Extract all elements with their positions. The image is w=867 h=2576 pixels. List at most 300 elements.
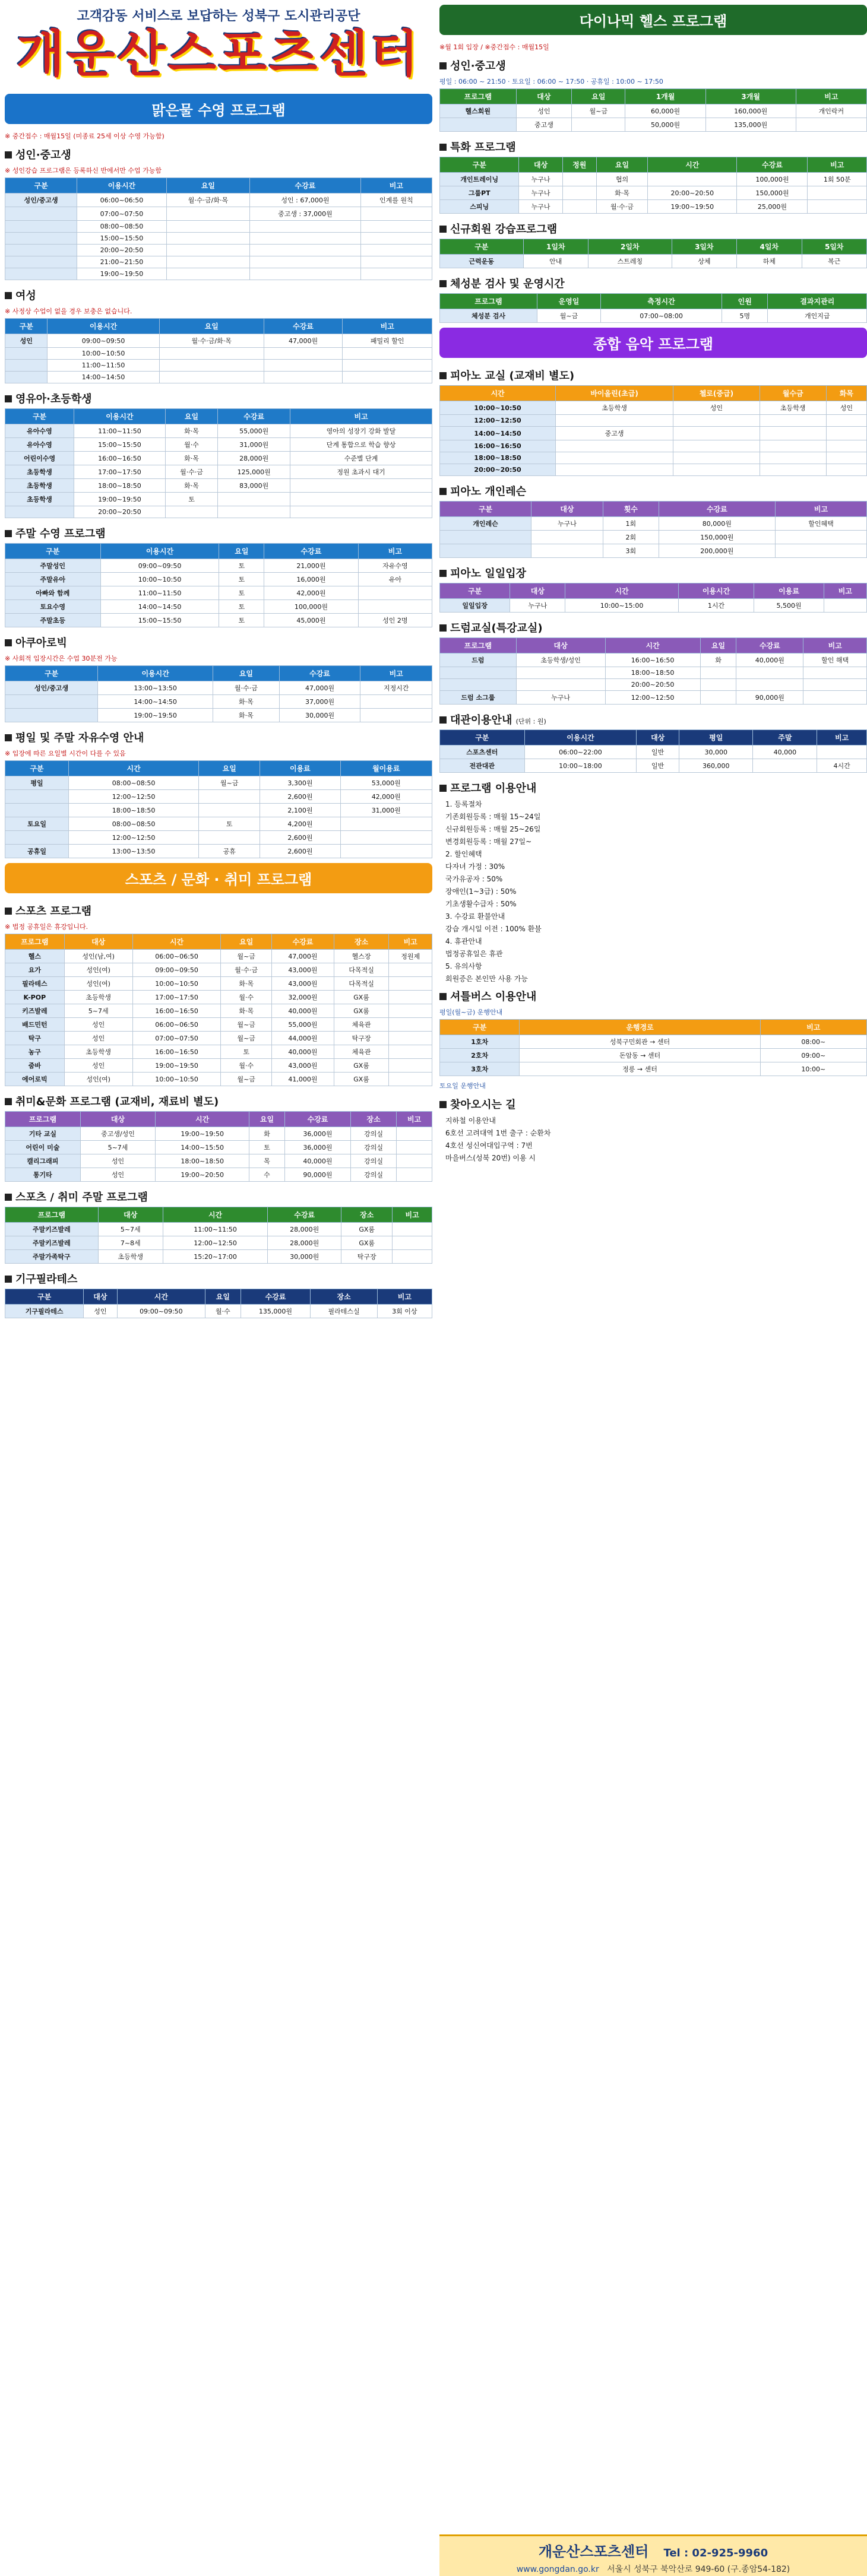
table-row <box>5 1154 432 1168</box>
table-row <box>5 573 432 586</box>
table-cell: 성북구민회관 → 센터 <box>520 1035 760 1049</box>
table-header: 구분 <box>440 1020 520 1035</box>
table-cell: 주말가족탁구 <box>5 1250 99 1264</box>
table-cell: 90,000원 <box>736 691 803 705</box>
table-cell <box>440 531 531 544</box>
culture-table <box>5 1111 432 1182</box>
table-cell: 공휴일 <box>5 845 69 858</box>
table-cell: 2,600원 <box>260 790 340 804</box>
swim-section-note: ※ 성인강습 프로그램은 등록하신 반에서만 수업 가능함 <box>5 167 162 175</box>
table-header: 장소 <box>311 1289 377 1305</box>
table-cell <box>343 372 432 383</box>
table-cell: 18:00~18:50 <box>156 1154 249 1168</box>
table-header: 3일차 <box>672 239 736 255</box>
table-row <box>5 1141 432 1154</box>
table-cell <box>760 464 826 476</box>
table-header: 비고 <box>358 544 432 559</box>
table-cell: 월~금 <box>221 1032 272 1045</box>
table-header: 비고 <box>760 1020 866 1035</box>
table-cell: 강의실 <box>351 1168 397 1182</box>
table-cell: 토요수영 <box>5 600 101 614</box>
table-cell <box>389 1018 432 1032</box>
table-row <box>440 599 867 613</box>
table-cell: 83,000원 <box>218 479 290 493</box>
table-header: 구분 <box>5 761 69 776</box>
table-cell: 요가 <box>5 963 65 977</box>
table-cell: 화·목 <box>165 452 218 465</box>
table-cell <box>166 268 249 280</box>
table-cell <box>218 506 290 518</box>
table-header: 월이용료 <box>340 761 432 776</box>
table-header: 수강료 <box>264 544 358 559</box>
table-cell: 2,100원 <box>260 804 340 817</box>
table-cell: 16:00~16:50 <box>132 1004 221 1018</box>
table-cell: 19:00~19:50 <box>648 200 737 214</box>
swim-table <box>5 408 432 518</box>
table-header: 수강료 <box>279 666 360 681</box>
table-cell <box>736 667 803 679</box>
table-header: 비고 <box>776 502 867 517</box>
health-note: ※월 1회 입장 / ※중간접수 : 매월15일 <box>439 43 549 51</box>
table-header: 구분 <box>5 178 77 193</box>
table-cell <box>5 790 69 804</box>
swim-section-title: 여성 <box>5 284 432 305</box>
table-cell: 성인 <box>516 104 572 118</box>
table-cell: 20:00~20:50 <box>74 506 166 518</box>
header-subtitle: 고객감동 서비스로 보답하는 성북구 도시관리공단 <box>77 9 360 24</box>
table-header: 구분 <box>5 409 74 424</box>
list-item: 기존회원등록 : 매월 15~24일 <box>445 813 541 821</box>
table-cell <box>808 200 867 214</box>
table-row <box>5 207 432 221</box>
table-cell: 개인지급 <box>768 309 867 323</box>
table-cell: 정릉 → 센터 <box>520 1062 760 1076</box>
table-cell: 10:00~10:50 <box>440 401 556 415</box>
table-cell: 유아수영 <box>5 438 74 452</box>
table-cell: 돈암동 → 센터 <box>520 1049 760 1062</box>
table-cell <box>218 493 290 506</box>
table-header: 구분 <box>440 502 531 517</box>
table-cell <box>389 977 432 991</box>
table-cell <box>389 1004 432 1018</box>
table-cell: 성인 <box>64 1059 132 1073</box>
table-cell: 개인락커 <box>796 104 866 118</box>
table-cell <box>562 186 596 200</box>
table-cell: 패밀리 할인 <box>343 334 432 348</box>
table-cell: 일일입장 <box>440 599 510 613</box>
table-header: 비고 <box>360 666 432 681</box>
swim-section-title: 주말 수영 프로그램 <box>5 522 432 543</box>
table-header: 시간 <box>565 583 678 599</box>
table-cell <box>556 464 673 476</box>
table-cell: 강의실 <box>351 1127 397 1141</box>
sports-title: 스포츠 프로그램 <box>5 899 432 921</box>
shuttle-title: 셔틀버스 이용안내 <box>439 985 867 1006</box>
table-cell: 중고생 <box>516 118 572 132</box>
table-cell <box>736 679 803 691</box>
table-header: 이용시간 <box>678 583 754 599</box>
table-cell: 1시간 <box>678 599 754 613</box>
table-header: 운행경로 <box>520 1020 760 1035</box>
health-hours: 평일 : 06:00 ~ 21:50 · 토요일 : 06:00 ~ 17:50 · 공휴일 : 10:00 ~ 17:50 <box>439 78 663 85</box>
table-cell <box>389 1032 432 1045</box>
table-cell: 토 <box>219 614 264 627</box>
table-cell <box>397 1168 432 1182</box>
table-row <box>5 233 432 245</box>
guide-list <box>439 798 867 985</box>
table-cell: 200,000원 <box>659 544 775 558</box>
table-header: 비고 <box>808 157 867 173</box>
table-cell <box>360 709 432 722</box>
table-cell: 탁구 <box>5 1032 65 1045</box>
table-cell: GX룸 <box>341 1223 393 1236</box>
table-cell: 47,000원 <box>264 334 343 348</box>
table-cell: 36,000원 <box>284 1127 350 1141</box>
table-cell: 누구나 <box>516 691 605 705</box>
table-cell <box>760 452 826 464</box>
table-cell: 30,000원 <box>279 709 360 722</box>
table-cell: 15:00~15:50 <box>77 233 166 245</box>
table-cell: 30,000 <box>679 745 752 759</box>
sports-table <box>5 934 432 1086</box>
table-cell <box>803 691 867 705</box>
table-cell <box>440 118 517 132</box>
table-cell: 43,000원 <box>272 977 334 991</box>
table-cell: 1호차 <box>440 1035 520 1049</box>
table-cell: 20:00~20:50 <box>77 245 166 256</box>
table-header: 시간 <box>440 386 556 401</box>
table-cell: 줌바 <box>5 1059 65 1073</box>
swim-note: ※ 중간접수 : 매월15일 (미종료 25세 이상 수영 가능함) <box>5 132 164 140</box>
table-header: 주말 <box>753 730 817 745</box>
table-cell <box>826 427 866 440</box>
table-row <box>440 517 867 531</box>
table-cell: GX룸 <box>341 1236 393 1250</box>
table-cell <box>290 506 432 518</box>
table-cell: 캘리그래피 <box>5 1154 81 1168</box>
table-cell <box>673 415 760 427</box>
table-cell <box>397 1154 432 1168</box>
table-cell: 2회 <box>603 531 659 544</box>
table-header: 대상 <box>84 1289 117 1305</box>
table-cell <box>358 586 432 600</box>
table-cell: 09:00~09:50 <box>48 334 159 348</box>
piano-private-table <box>439 501 867 558</box>
table-cell: 07:00~07:50 <box>132 1032 221 1045</box>
table-cell: 중고생/성인 <box>80 1127 156 1141</box>
list-item: 국가유공자 : 50% <box>445 875 503 883</box>
table-row <box>440 255 867 268</box>
newbie-table <box>439 239 867 268</box>
table-cell: 09:00~09:50 <box>132 963 221 977</box>
table-cell: 단계 통합으로 학습 향상 <box>290 438 432 452</box>
table-row <box>440 531 867 544</box>
table-header: 비고 <box>796 89 866 104</box>
table-cell: 월·수 <box>205 1305 241 1318</box>
table-row <box>5 1305 432 1318</box>
table-row <box>5 559 432 573</box>
table-header: 장소 <box>341 1207 393 1223</box>
table-cell: 360,000 <box>679 759 752 773</box>
list-item: 회원증은 본인만 사용 가능 <box>445 975 528 983</box>
table-row <box>5 193 432 207</box>
table-cell <box>556 415 673 427</box>
table-cell: 화·목 <box>221 977 272 991</box>
table-cell <box>826 415 866 427</box>
table-cell: 토 <box>165 493 218 506</box>
table-cell: 개인트레이닝 <box>440 173 519 186</box>
table-header: 시간 <box>156 1112 249 1127</box>
table-row <box>5 1127 432 1141</box>
table-cell <box>264 360 343 372</box>
table-header: 비고 <box>343 319 432 334</box>
table-header: 비고 <box>817 730 867 745</box>
table-cell: 초등학생 <box>5 493 74 506</box>
list-item: 기초생활수급자 : 50% <box>445 900 517 908</box>
table-header: 운영일 <box>537 294 600 309</box>
table-cell: 20:00~20:50 <box>440 464 556 476</box>
table-cell <box>562 173 596 186</box>
table-header: 프로그램 <box>5 934 65 950</box>
table-header: 요일 <box>213 666 280 681</box>
table-header: 프로그램 <box>440 638 517 653</box>
table-row <box>5 372 432 383</box>
table-row <box>5 845 432 858</box>
table-header: 수강료 <box>241 1289 311 1305</box>
table-header: 프로그램 <box>5 1112 81 1127</box>
table-cell: 월·수·금/화·목 <box>166 193 249 207</box>
table-cell: 125,000원 <box>218 465 290 479</box>
table-cell <box>397 1141 432 1154</box>
table-cell: 체성분 검사 <box>440 309 537 323</box>
table-row <box>440 440 867 452</box>
table-cell: 키즈발레 <box>5 1004 65 1018</box>
piano-private-title: 피아노 개인레슨 <box>439 480 867 501</box>
table-cell: 25,000원 <box>737 200 808 214</box>
table-header: 요일 <box>165 409 218 424</box>
table-cell: 자유수영 <box>358 559 432 573</box>
table-cell: 13:00~13:50 <box>69 845 199 858</box>
table-cell: 성인 <box>5 334 48 348</box>
body-table <box>439 293 867 323</box>
table-cell: 화·목 <box>213 695 280 709</box>
table-cell: 2호차 <box>440 1049 520 1062</box>
health-banner: 다이나믹 헬스 프로그램 <box>439 5 867 35</box>
table-cell <box>572 118 625 132</box>
swim-section-note: ※ 입장에 따른 요일별 시간이 다를 수 있음 <box>5 750 126 757</box>
table-row <box>5 776 432 790</box>
table-row <box>5 348 432 360</box>
table-row <box>440 667 867 679</box>
table-cell: 10:00~ <box>760 1062 866 1076</box>
swim-section-note: ※ 사정상 수업이 없을 경우 보충은 없습니다. <box>5 307 132 315</box>
table-cell: 성인 <box>64 1032 132 1045</box>
table-cell: 목 <box>249 1154 285 1168</box>
table-header: 프로그램 <box>5 1207 99 1223</box>
footer-info: www.gongdan.go.kr 서울시 성북구 북악산로 949-60 (구.종암54-182) <box>516 2565 790 2574</box>
table-row <box>5 493 432 506</box>
table-header: 1일차 <box>523 239 588 255</box>
table-row <box>440 1049 867 1062</box>
table-row <box>5 709 432 722</box>
table-cell: 농구 <box>5 1045 65 1059</box>
table-cell: 18:00~18:50 <box>440 452 556 464</box>
table-cell: 에어로빅 <box>5 1073 65 1086</box>
table-cell: 토 <box>219 559 264 573</box>
list-item: 4. 휴관안내 <box>445 937 482 946</box>
table-cell <box>5 360 48 372</box>
table-row <box>5 963 432 977</box>
table-cell: 19:00~19:50 <box>132 1059 221 1073</box>
table-cell: 31,000원 <box>340 804 432 817</box>
table-cell: 12:00~12:50 <box>605 691 700 705</box>
table-cell: 화·목 <box>165 424 218 438</box>
table-cell <box>760 427 826 440</box>
swim-banner: 맑은물 수영 프로그램 <box>5 94 432 124</box>
table-header: 대상 <box>519 157 562 173</box>
table-cell: 14:00~15:50 <box>156 1141 249 1154</box>
table-header: 프로그램 <box>440 294 537 309</box>
table-cell <box>389 1073 432 1086</box>
table-cell: 16:00~16:50 <box>440 440 556 452</box>
table-cell: 어린이수영 <box>5 452 74 465</box>
table-cell: 주말성인 <box>5 559 101 573</box>
table-header: 화목 <box>826 386 866 401</box>
table-cell <box>673 464 760 476</box>
table-cell <box>250 233 361 245</box>
table-header: 장소 <box>351 1112 397 1127</box>
table-cell: 공휴 <box>199 845 260 858</box>
table-cell: 42,000원 <box>340 790 432 804</box>
table-cell <box>700 679 736 691</box>
table-header: 구분 <box>5 1289 84 1305</box>
table-row <box>5 424 432 438</box>
table-cell: 40,000 <box>753 745 817 759</box>
table-cell <box>360 256 432 268</box>
table-cell: 21:00~21:50 <box>77 256 166 268</box>
list-item: 변경회원등록 : 매월 27일~ <box>445 837 532 846</box>
table-header: 정원 <box>562 157 596 173</box>
table-cell: 3회 <box>603 544 659 558</box>
table-row <box>5 1168 432 1182</box>
table-row <box>440 415 867 427</box>
footer-url[interactable]: www.gongdan.go.kr <box>516 2565 599 2574</box>
table-cell: 09:00~09:50 <box>100 559 219 573</box>
table-cell <box>5 221 77 233</box>
table-cell: 누구나 <box>519 186 562 200</box>
table-cell: 월·수·금 <box>213 681 280 695</box>
table-cell: 초등학생 <box>556 401 673 415</box>
table-cell: 유아수영 <box>5 424 74 438</box>
table-cell: 42,000원 <box>264 586 358 600</box>
table-header: 이용료 <box>754 583 824 599</box>
table-cell <box>700 667 736 679</box>
table-header: 수강료 <box>272 934 334 950</box>
table-cell: 19:00~19:50 <box>74 493 166 506</box>
swim-section-title: 평일 및 주말 자유수영 안내 <box>5 726 432 747</box>
table-cell: 1회 <box>603 517 659 531</box>
table-cell <box>826 440 866 452</box>
table-cell: 스피닝 <box>440 200 519 214</box>
table-header: 수강료 <box>284 1112 350 1127</box>
table-cell: 21,000원 <box>264 559 358 573</box>
table-cell: 복근 <box>802 255 867 268</box>
table-header: 시간 <box>648 157 737 173</box>
list-item: 지하철 이용안내 <box>445 1116 496 1125</box>
table-cell <box>803 679 867 691</box>
table-cell: 100,000원 <box>264 600 358 614</box>
table-row <box>440 1062 867 1076</box>
table-cell <box>5 804 69 817</box>
table-cell <box>5 233 77 245</box>
table-cell: 13:00~13:50 <box>98 681 213 695</box>
table-cell: 19:00~19:50 <box>77 268 166 280</box>
table-cell: 28,000원 <box>268 1236 341 1250</box>
piano-table <box>439 385 867 476</box>
table-cell <box>531 531 603 544</box>
table-cell: 드럼 소그룹 <box>440 691 517 705</box>
table-cell <box>5 695 98 709</box>
table-cell <box>5 372 48 383</box>
table-header: 이용시간 <box>74 409 166 424</box>
table-cell: 14:00~14:50 <box>440 427 556 440</box>
table-cell: 근력운동 <box>440 255 524 268</box>
swim-table <box>5 760 432 858</box>
table-cell: 성인 : 67,000원 <box>250 193 361 207</box>
table-row <box>440 679 867 691</box>
table-row <box>440 544 867 558</box>
table-header: 이용시간 <box>48 319 159 334</box>
table-cell <box>5 256 77 268</box>
table-cell <box>397 1127 432 1141</box>
table-header: 대상 <box>516 638 605 653</box>
list-item: 다자녀 가정 : 30% <box>445 862 505 871</box>
table-row <box>440 1035 867 1049</box>
table-header: 비고 <box>377 1289 432 1305</box>
table-row <box>5 614 432 627</box>
table-cell <box>166 256 249 268</box>
table-cell: 성인(여) <box>64 977 132 991</box>
table-cell: 135,000원 <box>241 1305 311 1318</box>
table-cell <box>250 221 361 233</box>
table-cell: 주말키즈발레 <box>5 1236 99 1250</box>
table-cell <box>360 207 432 221</box>
table-cell: 37,000원 <box>279 695 360 709</box>
table-row <box>440 759 867 773</box>
sports-banner: 스포츠 / 문화 · 취미 프로그램 <box>5 863 432 893</box>
table-cell: 16:00~16:50 <box>132 1045 221 1059</box>
table-cell: 강의실 <box>351 1154 397 1168</box>
table-cell: 체육관 <box>334 1045 388 1059</box>
table-cell: 어린이 미술 <box>5 1141 81 1154</box>
table-cell <box>556 440 673 452</box>
table-cell: 영아의 성장기 강화 발달 <box>290 424 432 438</box>
table-header: 요일 <box>249 1112 285 1127</box>
table-cell <box>440 667 517 679</box>
table-cell: 월·수 <box>221 1059 272 1073</box>
table-cell: 수 <box>249 1168 285 1182</box>
table-cell <box>340 831 432 845</box>
table-row <box>440 186 867 200</box>
piano-title: 피아노 교실 (교재비 별도) <box>439 364 867 385</box>
table-row <box>5 695 432 709</box>
table-header: 횟수 <box>603 502 659 517</box>
table-cell <box>803 667 867 679</box>
table-cell: 14:00~14:50 <box>98 695 213 709</box>
table-header: 요일 <box>572 89 625 104</box>
table-cell: 1회 50분 <box>808 173 867 186</box>
table-cell: 월~금 <box>199 776 260 790</box>
